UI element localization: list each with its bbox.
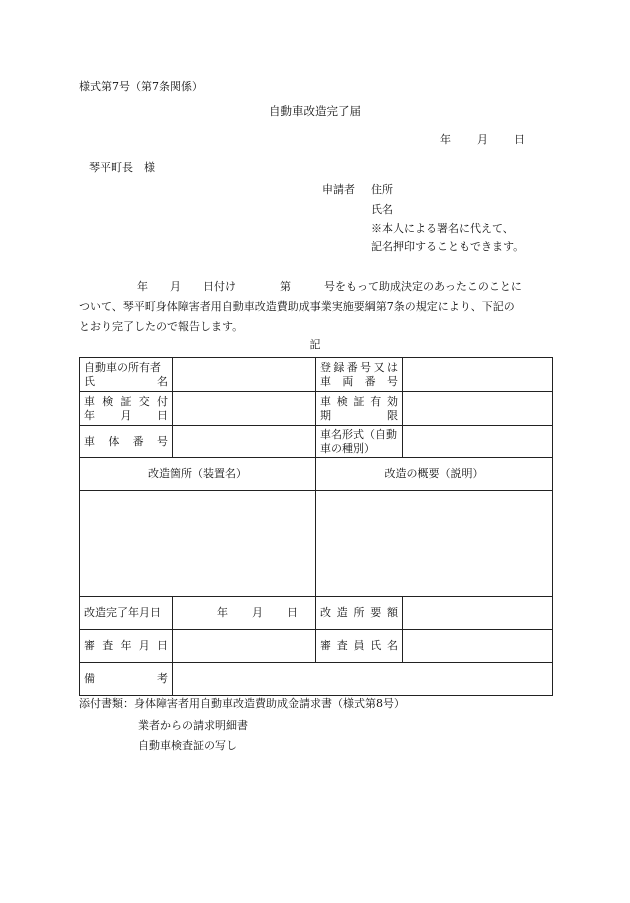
inspection-valid-value[interactable] — [403, 392, 553, 426]
date-line — [440, 133, 525, 147]
modification-location-value[interactable] — [80, 491, 316, 597]
inspection-valid-label: 車 検 証 有 効 期 限 — [316, 392, 403, 426]
completion-date-value[interactable]: 年 月 日 — [173, 597, 316, 630]
owner-label: 自動車の所有者 氏 名 — [80, 358, 173, 392]
date-day: 日 — [514, 133, 525, 146]
body-number-value[interactable] — [173, 426, 316, 458]
modification-location-header: 改造箇所（装置名） — [80, 458, 316, 491]
cost-value[interactable] — [403, 597, 553, 630]
table-row — [80, 663, 553, 696]
table-row — [80, 458, 553, 491]
form-number: 様式第7号（第7条関係） — [79, 80, 203, 93]
report-table — [79, 357, 553, 696]
registration-label: 登 録 番 号 又 は 車 両 番 号 — [316, 358, 403, 392]
body-line-2: ついて、琴平町身体障害者用自動車改造費助成事業実施要綱第7条の規定により、下記の — [79, 300, 515, 313]
modification-summary-value[interactable] — [316, 491, 553, 597]
review-date-label: 審 査 年 月 日 — [80, 630, 173, 663]
remarks-label: 備 考 — [80, 663, 173, 696]
signature-note-line2: 記名押印することもできます。 — [371, 240, 525, 253]
table-row — [80, 358, 553, 392]
addressee: 琴平町長 様 — [89, 161, 155, 174]
review-date-value[interactable] — [173, 630, 316, 663]
reviewer-value[interactable] — [403, 630, 553, 663]
owner-value[interactable] — [173, 358, 316, 392]
body-line-1: 年 月 日付け 第 号をもって助成決定のあったこのことに — [137, 280, 522, 293]
document-title: 自動車改造完了届 — [269, 104, 361, 118]
remarks-value[interactable] — [173, 663, 553, 696]
model-label: 車名形式（自動 車の種別） — [316, 426, 403, 458]
table-row — [80, 630, 553, 663]
signature-note-line1: ※本人による署名に代えて、 — [371, 222, 514, 235]
applicant-address-label: 住所 — [371, 183, 393, 196]
table-row — [80, 392, 553, 426]
applicant-name-label: 氏名 — [371, 203, 393, 216]
table-row — [80, 597, 553, 630]
applicant-role: 申請者 — [322, 183, 355, 196]
table-row — [80, 426, 553, 458]
body-number-label: 車 体 番 号 — [80, 426, 173, 458]
model-value[interactable] — [403, 426, 553, 458]
attachments-label: 添付書類：身体障害者用自動車改造費助成金請求書（様式第8号） — [79, 697, 405, 710]
inspection-issue-value[interactable] — [173, 392, 316, 426]
body-line-3: とおり完了したので報告します。 — [79, 320, 244, 333]
date-month: 月 — [477, 133, 488, 146]
modification-summary-header: 改造の概要（説明） — [316, 458, 553, 491]
cost-label: 改 造 所 要 額 — [316, 597, 403, 630]
attachment-item: 自動車検査証の写し — [138, 739, 237, 752]
completion-date-label: 改造完了年月日 — [80, 597, 173, 630]
inspection-issue-label: 車 検 証 交 付 年 月 日 — [80, 392, 173, 426]
ki-heading: 記 — [309, 338, 321, 351]
table-row — [80, 491, 553, 597]
attachment-item: 業者からの請求明細書 — [138, 719, 248, 732]
report-body — [79, 277, 554, 337]
reviewer-label: 審 査 員 氏 名 — [316, 630, 403, 663]
registration-value[interactable] — [403, 358, 553, 392]
date-year: 年 — [440, 133, 451, 146]
